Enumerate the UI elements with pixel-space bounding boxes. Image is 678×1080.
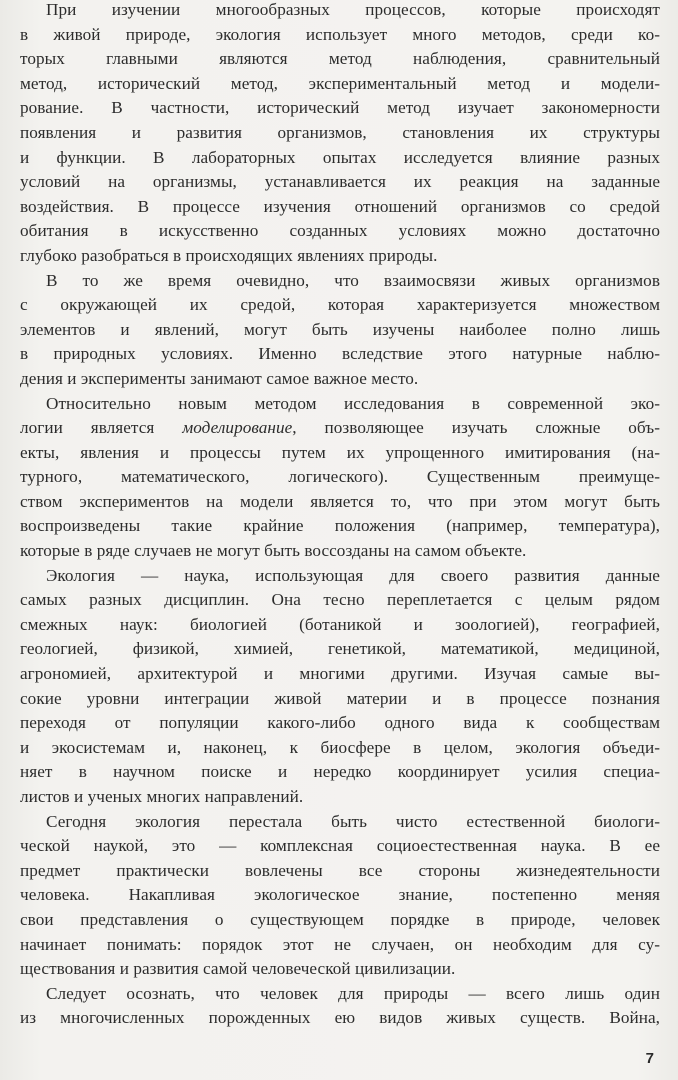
- text-line: екты, явления и процессы путем их упрощенного имитирования (на-: [20, 442, 660, 462]
- paragraph-1: [20, 0, 660, 269]
- text-line: При изучении многообразных процессов, которые происходят: [46, 0, 660, 19]
- text-line: из многочисленных порожденных ею видов живых существ. Война,: [20, 1008, 660, 1028]
- text-line: в природных условиях. Именно вследствие этого натурные наблю-: [20, 344, 660, 364]
- paragraph-3: [20, 392, 660, 564]
- paragraph-6: [20, 982, 660, 1031]
- page-number: 7: [645, 1050, 654, 1067]
- emphasized-term: моделирование: [182, 418, 293, 438]
- text-line: свои представления о существующем порядке в природе, человек: [20, 909, 660, 929]
- text-line: Экология — наука, использующая для своего развития данные: [46, 565, 660, 585]
- text-line: смежных наук: биологией (ботаникой и зоологией), географией,: [20, 614, 660, 634]
- text-line: ществования и развития самой человеческой цивилизации.: [20, 959, 456, 979]
- text-line: воспроизведены такие крайние положения (например, температура),: [20, 516, 660, 536]
- text-line: Относительно новым методом исследования в современной эко-: [46, 393, 660, 413]
- text-line: обитания в искусственно созданных условиях можно достаточно: [20, 221, 660, 241]
- text-line: предмет практически вовлечены все стороны жизнедеятельности: [20, 860, 660, 880]
- text-fragment: логии является: [20, 418, 183, 438]
- text-line-with-emphasis: [20, 416, 660, 441]
- text-line: элементов и явлений, могут быть изучены наиболее полно лишь: [20, 319, 660, 339]
- text-line: агрономией, архитектурой и многими другими. Изучая самые вы-: [20, 664, 660, 684]
- text-line: Следует осознать, что человек для природы — всего лишь один: [46, 983, 660, 1003]
- text-line: с окружающей их средой, которая характеризуется множеством: [20, 295, 660, 315]
- text-line: дения и эксперименты занимают самое важное место.: [20, 368, 419, 388]
- text-line: няет в научном поиске и нередко координирует усилия специа-: [20, 762, 660, 782]
- body-text: [20, 0, 660, 1031]
- text-line: рование. В частности, исторический метод изучает закономерности: [20, 98, 660, 118]
- paragraph-4: [20, 564, 660, 810]
- paragraph-5: [20, 810, 660, 982]
- text-line: ческой наукой, это — комплексная социоестественная наука. В ее: [20, 836, 660, 856]
- text-line: условий на организмы, устанавливается их реакция на заданные: [20, 172, 660, 192]
- text-line: геологией, физикой, химией, генетикой, математикой, медициной,: [20, 639, 660, 659]
- text-line: воздействия. В процессе изучения отношений организмов со средой: [20, 196, 660, 216]
- text-line: переходя от популяции какого-либо одного вида к сообществам: [20, 713, 660, 733]
- text-line: Сегодня экология перестала быть чисто естественной биологи-: [46, 811, 660, 831]
- text-line: появления и развития организмов, становления их структуры: [20, 122, 660, 142]
- text-line: В то же время очевидно, что взаимосвязи живых организмов: [46, 270, 660, 290]
- text-line: ством экспериментов на модели является то, что при этом могут быть: [20, 491, 660, 511]
- text-line: листов и ученых многих направлений.: [20, 787, 304, 806]
- text-line: глубоко разобраться в происходящих явлениях природы.: [20, 245, 438, 265]
- text-line: в живой природе, экология использует много методов, среди ко-: [20, 24, 660, 44]
- text-fragment: , позволяющее изучать сложные объ-: [292, 418, 660, 438]
- text-line: турного, математического, логического). Существенным преимуще-: [20, 467, 660, 487]
- text-line: самых разных дисциплин. Она тесно переплетается с целым рядом: [20, 590, 660, 610]
- text-line: человека. Накапливая экологическое знание, постепенно меняя: [20, 885, 660, 905]
- text-line: метод, исторический метод, экспериментальный метод и модели-: [20, 73, 660, 93]
- paragraph-2: [20, 269, 660, 392]
- text-line: и экосистемам и, наконец, к биосфере в целом, экология объеди-: [20, 737, 660, 757]
- text-line: сокие уровни интеграции живой материи и в процессе познания: [20, 688, 660, 708]
- text-line: торых главными являются метод наблюдения, сравнительный: [20, 49, 660, 69]
- text-line: которые в ряде случаев не могут быть воссозданы на самом объекте.: [20, 541, 527, 561]
- text-line: и функции. В лабораторных опытах исследуется влияние разных: [20, 147, 660, 167]
- text-line: начинает понимать: порядок этот не случаен, он необходим для су-: [20, 934, 660, 954]
